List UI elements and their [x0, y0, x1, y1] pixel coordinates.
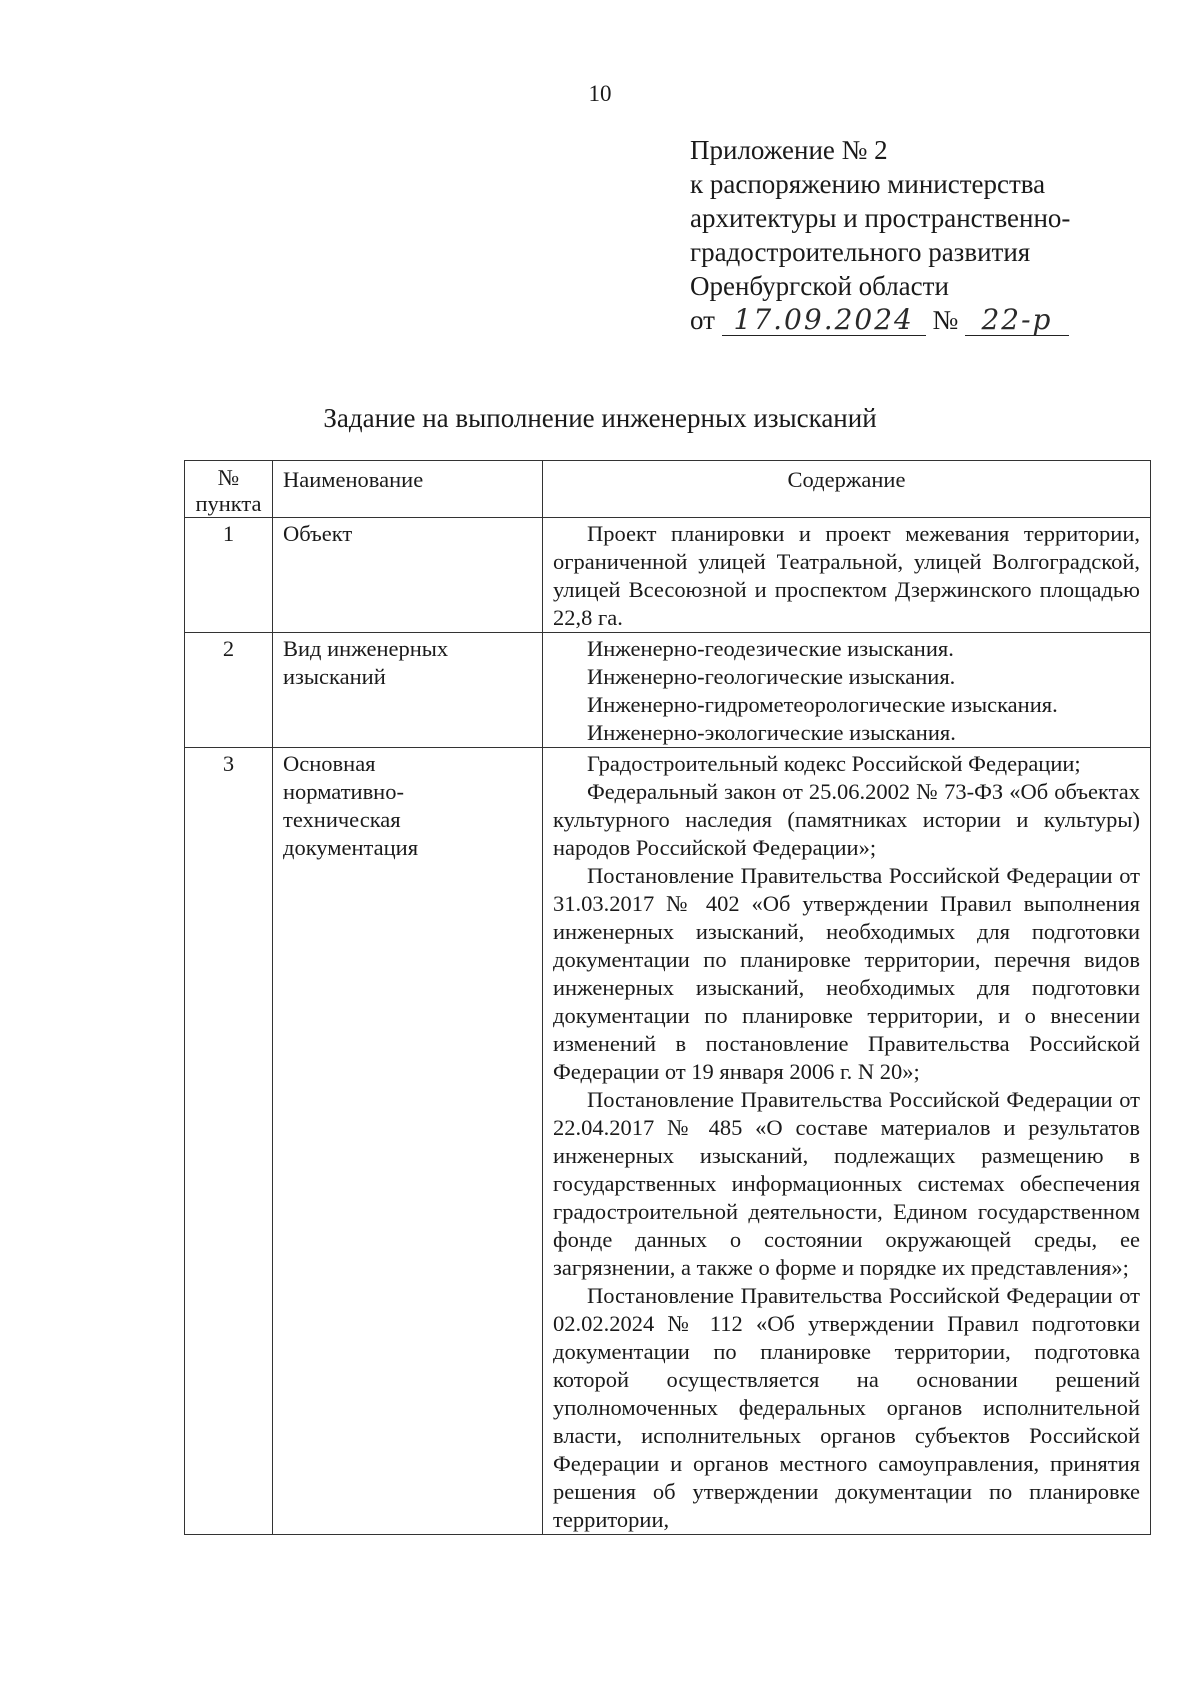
- content-paragraph: Инженерно-гидрометеорологические изыскания.: [587, 692, 1058, 717]
- row-name-line: нормативно-: [283, 779, 404, 804]
- row-content: [543, 748, 1151, 1535]
- page-number: 10: [588, 81, 612, 106]
- row-content: [543, 518, 1151, 633]
- appendix-line: к распоряжению министерства: [690, 169, 1046, 199]
- content-paragraph: Проект планировки и проект межевания территории, ограниченной улицей Театральной, улицей Волгоградской, улицей Всесоюзной и проспектом Дзержинского площадью 22,8 га.: [553, 521, 1140, 630]
- appendix-line: Приложение № 2: [690, 135, 888, 165]
- row-number: 2: [185, 633, 273, 748]
- number-prefix: №: [932, 305, 959, 335]
- date-prefix: от: [690, 305, 715, 335]
- table-row: [185, 633, 1151, 748]
- row-name: [273, 633, 543, 748]
- appendix-line: Оренбургской области: [690, 271, 949, 301]
- table-header-row: [185, 461, 1151, 518]
- row-content: [543, 633, 1151, 748]
- content-paragraph: Инженерно-геодезические изыскания.: [587, 636, 954, 661]
- header-name: Наименование: [273, 461, 543, 518]
- header-number: № пункта: [185, 461, 273, 518]
- row-name-line: техническая: [283, 807, 401, 832]
- document-title: Задание на выполнение инженерных изысканий: [323, 403, 877, 433]
- header-content: Содержание: [543, 461, 1151, 518]
- row-name-line: Основная: [283, 751, 376, 776]
- row-name: [273, 518, 543, 633]
- row-name-line: Объект: [283, 521, 353, 546]
- task-table: [184, 460, 1151, 1535]
- order-date-number: [690, 303, 1070, 337]
- content-paragraph: Градостроительный кодекс Российской Федерации;: [587, 751, 1081, 776]
- content-paragraph: Постановление Правительства Российской Федерации от 02.02.2024 № 112 «Об утверждении Правил подготовки документации по планировке территории, подготовка которой осуществляется на основании решений уполномоченных федеральных органов исполнительной власти, исполнительных органов субъектов Российской Федерации и органов местного самоуправления, принятия решения об утверждении документации по планировке территории,: [553, 1283, 1140, 1532]
- row-name: [273, 748, 543, 1535]
- content-paragraph: Инженерно-экологические изыскания.: [587, 720, 956, 745]
- content-paragraph: Инженерно-геологические изыскания.: [587, 664, 956, 689]
- appendix-line: градостроительного развития: [690, 237, 1031, 267]
- row-number: 1: [185, 518, 273, 633]
- handwritten-number: 22-р: [965, 305, 1069, 336]
- table-row: [185, 748, 1151, 1535]
- handwritten-date: 17.09.2024: [722, 305, 926, 336]
- content-paragraph: Федеральный закон от 25.06.2002 № 73-ФЗ «Об объектах культурного наследия (памятниках истории и культуры) народов Российской Федерации»;: [553, 779, 1140, 860]
- content-paragraph: Постановление Правительства Российской Федерации от 22.04.2017 № 485 «О составе материалов и результатов инженерных изысканий, подлежащих размещению в государственных информационных системах обеспечения градостроительной деятельности, Едином государственном фонде данных о состоянии окружающей среды, ее загрязнении, а также о форме и порядке их представления»;: [553, 1087, 1140, 1280]
- appendix-header: [690, 133, 1070, 337]
- row-name-line: документация: [283, 835, 419, 860]
- row-name-line: изысканий: [283, 664, 386, 689]
- row-name-line: Вид инженерных: [283, 636, 449, 661]
- content-paragraph: Постановление Правительства Российской Федерации от 31.03.2017 № 402 «Об утверждении Правил выполнения инженерных изысканий, необходимых для подготовки документации по планировке территории, перечня видов инженерных изысканий, необходимых для подготовки документации по планировке территории, и о внесении изменений в постановление Правительства Российской Федерации от 19 января 2006 г. N 20»;: [553, 863, 1140, 1084]
- row-number: 3: [185, 748, 273, 1535]
- table-row: [185, 518, 1151, 633]
- appendix-line: архитектуры и пространственно-: [690, 203, 1071, 233]
